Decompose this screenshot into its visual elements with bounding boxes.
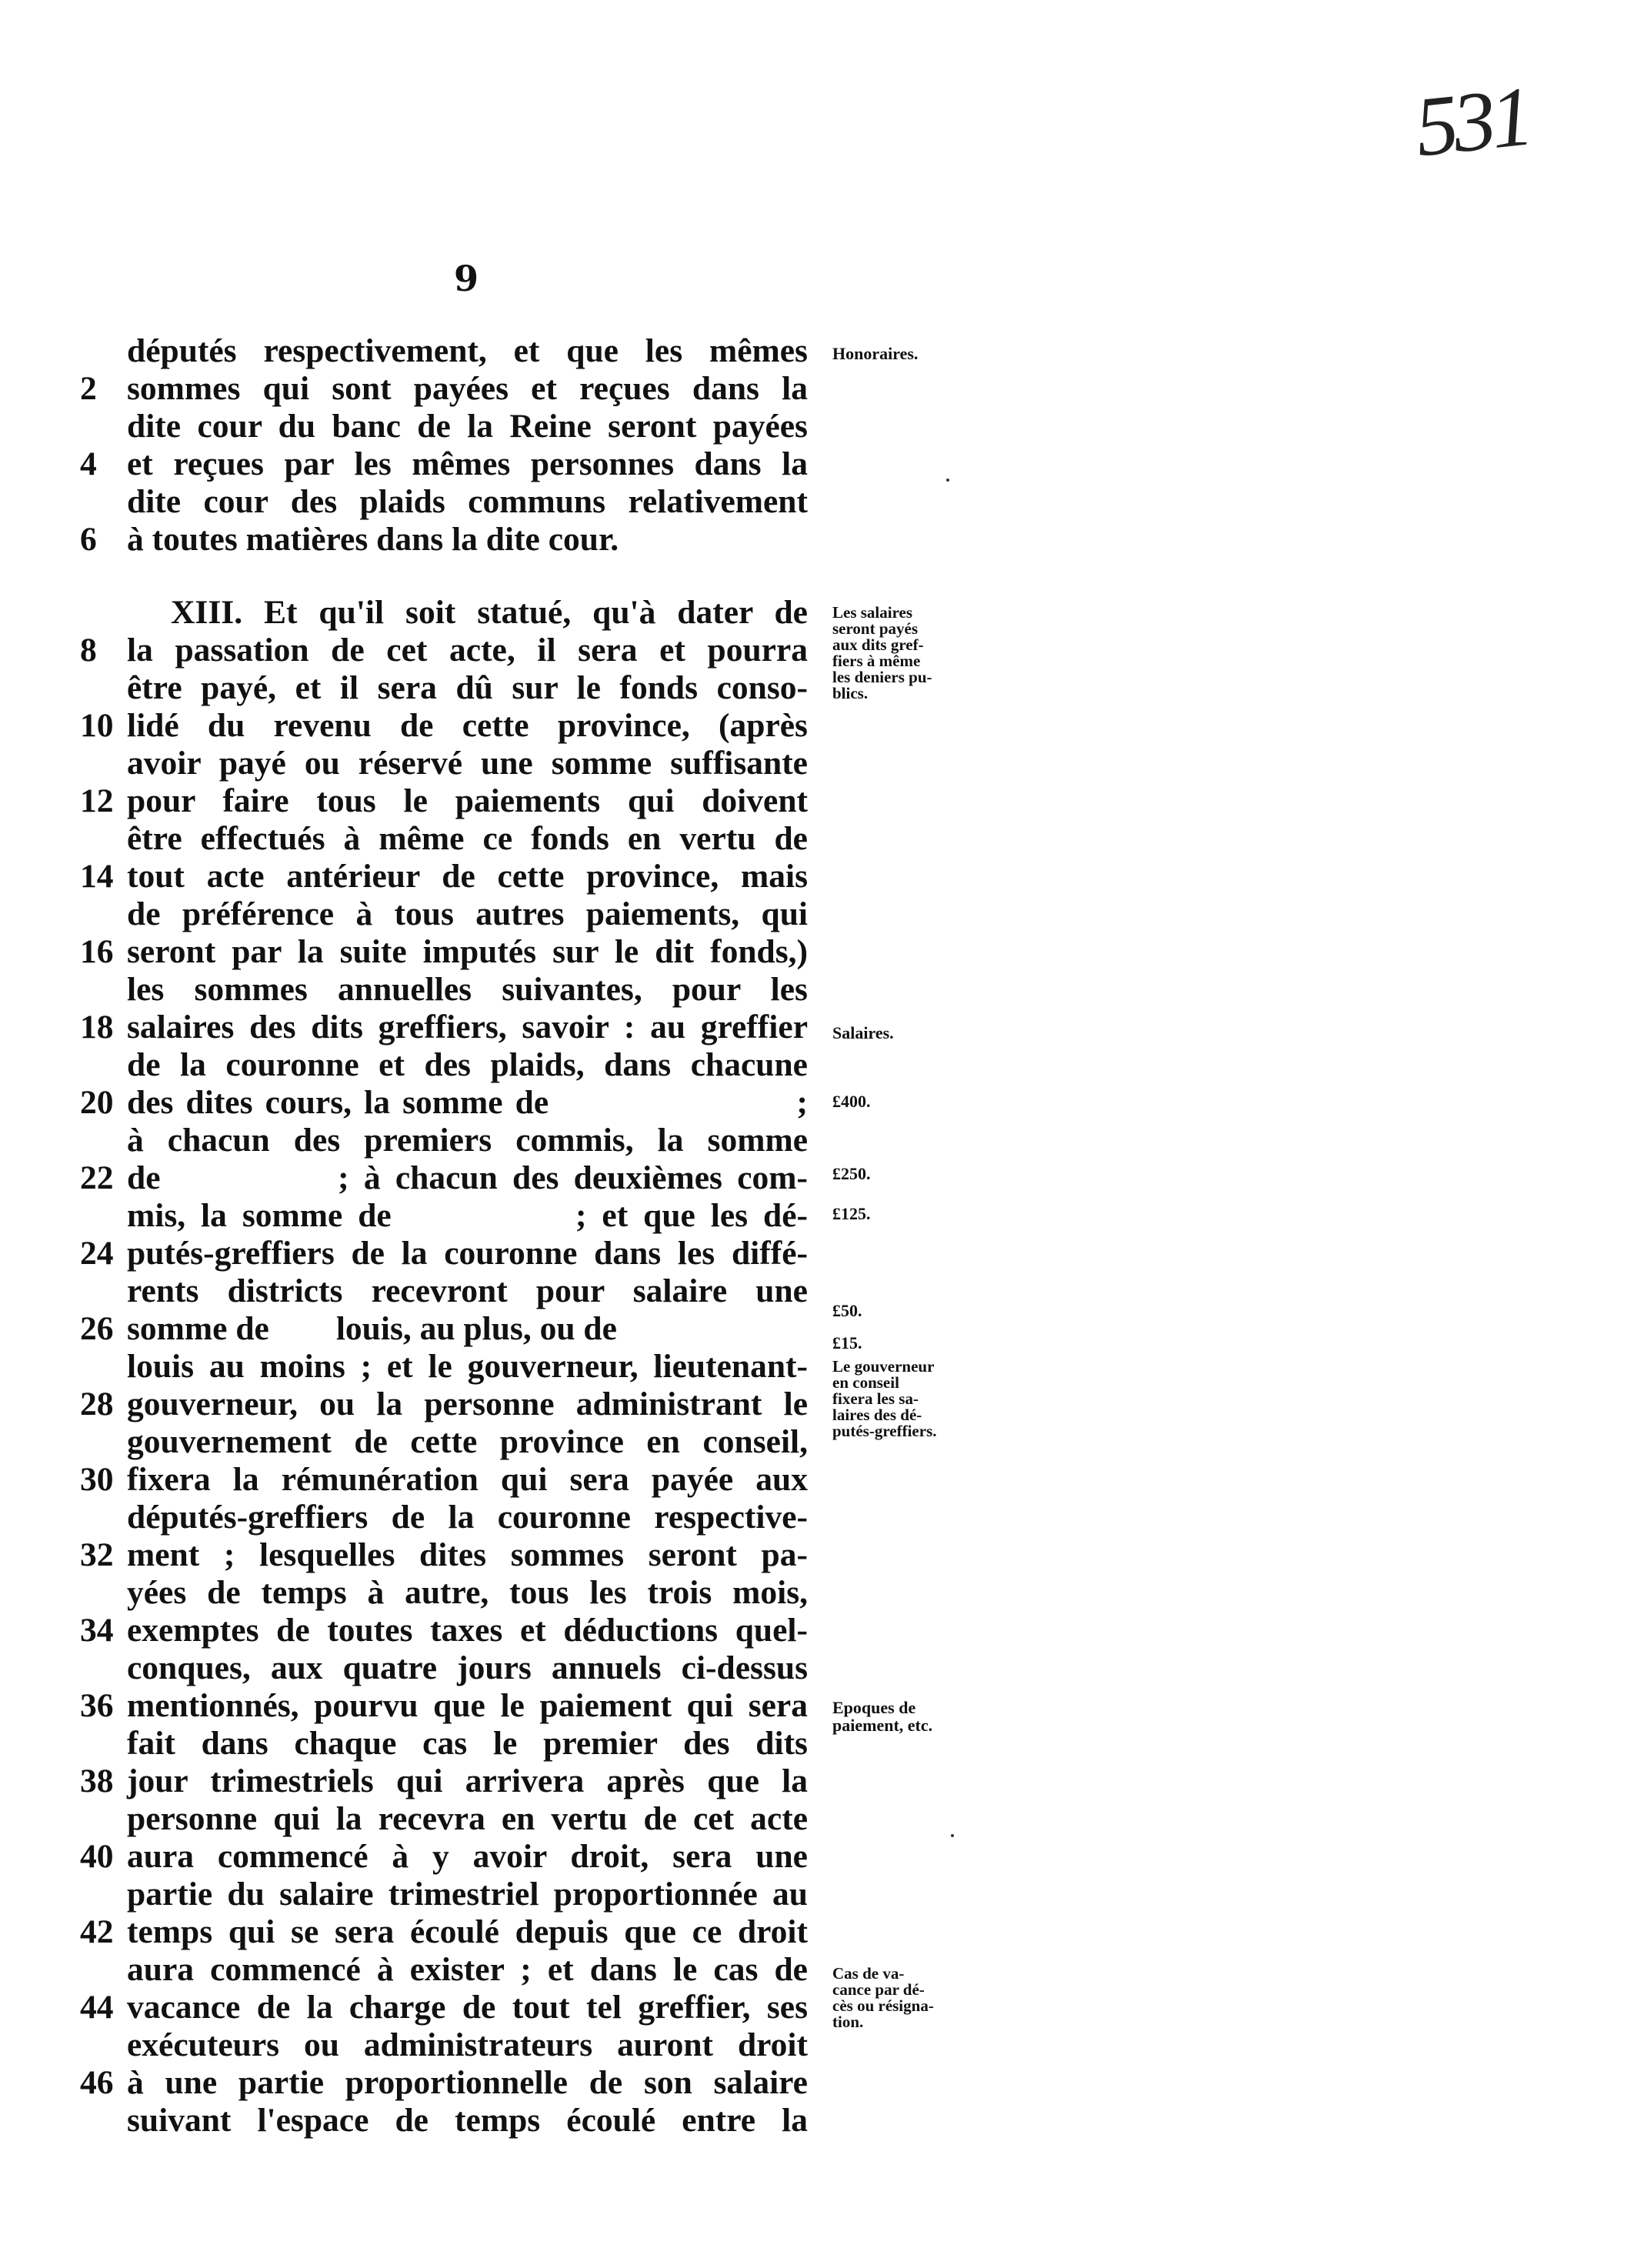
text-line: partie du salaire trimestriel proportionnée au (127, 1876, 808, 1913)
text-line: somme de louis, au plus, ou de (127, 1310, 617, 1347)
line-number: 22 (80, 1159, 114, 1196)
margin-note-amount-125: £125. (832, 1204, 871, 1223)
text-line: fait dans chaque cas le premier des dits (127, 1725, 808, 1762)
line-number: 4 (80, 445, 97, 482)
text-line: seront par la suite imputés sur le dit fonds,) (127, 933, 808, 970)
margin-note-amount-15: £15. (832, 1333, 862, 1352)
text-line: temps qui se sera écoulé depuis que ce droit (127, 1913, 808, 1950)
text-line: aura commencé à exister ; et dans le cas de (127, 1951, 808, 1988)
line-number: 46 (80, 2064, 114, 2101)
handwritten-page-annotation: 531 (1410, 68, 1533, 175)
line-number: 24 (80, 1235, 114, 1272)
line-number: 2 (80, 370, 97, 407)
margin-note-gouverneur: Le gouverneur en conseil fixera les sa- laires des dé- putés-greffiers. (832, 1357, 937, 1440)
text-line: aura commencé à y avoir droit, sera une (127, 1838, 808, 1875)
text-line: de préférence à tous autres paiements, qui (127, 896, 808, 932)
text-line: personne qui la recevra en vertu de cet acte (127, 1800, 808, 1837)
margin-note-amount-50: £50. (832, 1301, 862, 1320)
text-line: avoir payé ou réservé une somme suffisante (127, 745, 808, 782)
line-number: 8 (80, 632, 97, 669)
line-number: 30 (80, 1461, 114, 1498)
line-number: 32 (80, 1536, 114, 1573)
text-line: louis au moins ; et le gouverneur, lieutenant- (127, 1348, 808, 1385)
text-line: de la couronne et des plaids, dans chacune (127, 1046, 808, 1083)
text-line: lidé du revenu de cette province, (après (127, 707, 808, 744)
text-line: être payé, et il sera dû sur le fonds conso- (127, 669, 808, 706)
text-line: vacance de la charge de tout tel greffier, ses (127, 1989, 808, 2026)
text-line: députés respectivement, et que les mêmes (127, 332, 808, 369)
ink-speck (951, 1834, 954, 1837)
text-line: de ; à chacun des deuxièmes com- (127, 1159, 808, 1196)
section-heading-line: XIII. Et qu'il soit statué, qu'à dater de (171, 594, 808, 631)
text-line: exemptes de toutes taxes et déductions quel- (127, 1612, 808, 1649)
margin-note-honoraires: Honoraires. (832, 344, 919, 363)
text-line: à toutes matières dans la dite cour. (127, 521, 619, 558)
line-number: 20 (80, 1084, 114, 1121)
margin-note-vacance: Cas de va- cance par dé- cès ou résigna- tion. (832, 1964, 934, 2031)
text-line: gouverneur, ou la personne administrant le (127, 1386, 808, 1423)
text-line: gouvernement de cette province en conseil, (127, 1423, 808, 1460)
text-line: exécuteurs ou administrateurs auront droit (127, 2026, 808, 2063)
line-number: 44 (80, 1989, 114, 2026)
line-number: 38 (80, 1763, 114, 1799)
text-line: conques, aux quatre jours annuels ci-dessus (127, 1649, 808, 1686)
line-number: 36 (80, 1687, 114, 1724)
margin-note-salaires-publics: Les salaires seront payés aux dits gref- fiers à même les deniers pu- blics. (832, 603, 932, 702)
ink-speck (946, 479, 949, 482)
margin-note-salaires: Salaires. (832, 1023, 894, 1042)
text-line: la passation de cet acte, il sera et pourra (127, 632, 808, 669)
text-line: à une partie proportionnelle de son salaire (127, 2064, 808, 2101)
margin-note-amount-400: £400. (832, 1092, 871, 1111)
text-line: ment ; lesquelles dites sommes seront pa- (127, 1536, 808, 1573)
text-line: dite cour des plaids communs relativement (127, 483, 808, 520)
text-line: sommes qui sont payées et reçues dans la (127, 370, 808, 407)
text-line: des dites cours, la somme de ; (127, 1084, 808, 1121)
line-number: 16 (80, 933, 114, 970)
text-line: putés-greffiers de la couronne dans les diffé- (127, 1235, 808, 1272)
text-line: jour trimestriels qui arrivera après que la (127, 1763, 808, 1799)
text-line: salaires des dits greffiers, savoir : au greffier (127, 1009, 808, 1046)
line-number: 10 (80, 707, 114, 744)
text-line: suivant l'espace de temps écoulé entre la (127, 2102, 808, 2139)
text-line: mis, la somme de ; et que les dé- (127, 1197, 808, 1234)
line-number: 18 (80, 1009, 114, 1046)
text-line: dite cour du banc de la Reine seront payées (127, 408, 808, 445)
text-line: être effectués à même ce fonds en vertu de (127, 820, 808, 857)
page-number: 9 (454, 258, 479, 299)
line-number: 14 (80, 858, 114, 895)
margin-note-amount-250: £250. (832, 1164, 871, 1183)
text-line: à chacun des premiers commis, la somme (127, 1122, 808, 1159)
line-number: 28 (80, 1386, 114, 1423)
text-line: les sommes annuelles suivantes, pour les (127, 971, 808, 1008)
text-line: yées de temps à autre, tous les trois mois, (127, 1574, 808, 1611)
text-line: rents districts recevront pour salaire une (127, 1272, 808, 1309)
line-number: 42 (80, 1913, 114, 1950)
text-line: mentionnés, pourvu que le paiement qui sera (127, 1687, 808, 1724)
line-number: 12 (80, 782, 114, 819)
line-number: 6 (80, 521, 97, 558)
line-number: 34 (80, 1612, 114, 1649)
text-line: tout acte antérieur de cette province, mais (127, 858, 808, 895)
line-number: 26 (80, 1310, 114, 1347)
text-line: députés-greffiers de la couronne respective- (127, 1499, 808, 1536)
text-line: et reçues par les mêmes personnes dans la (127, 445, 808, 482)
line-number: 40 (80, 1838, 114, 1875)
text-line: fixera la rémunération qui sera payée aux (127, 1461, 808, 1498)
margin-note-epoques: Epoques de paiement, etc. (832, 1698, 933, 1735)
text-line: pour faire tous le paiements qui doivent (127, 782, 808, 819)
